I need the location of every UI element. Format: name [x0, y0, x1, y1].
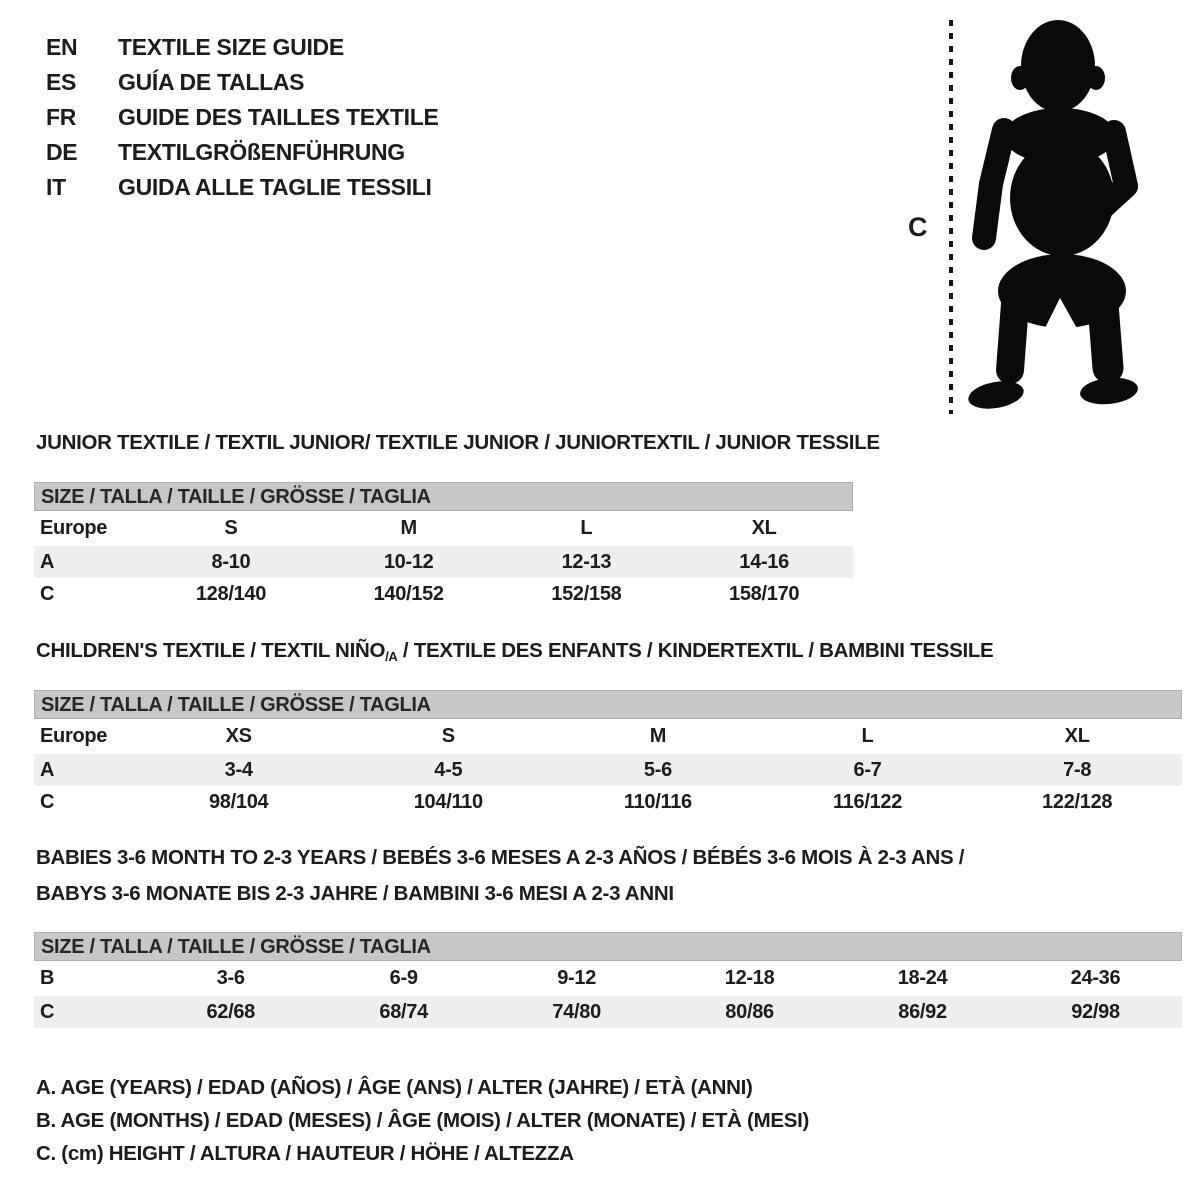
- size-cell: S: [224, 517, 238, 539]
- table-row: [34, 546, 853, 578]
- row-label: A: [40, 550, 55, 573]
- size-cell: 18-24: [897, 967, 948, 989]
- height-measure-label: C: [908, 212, 928, 242]
- toddler-silhouette-icon: [966, 20, 1139, 413]
- language-code: FR: [46, 104, 77, 130]
- junior-size-table: [34, 482, 853, 610]
- size-cell: 12-18: [724, 967, 775, 989]
- language-code: EN: [46, 34, 78, 60]
- legend-line-b: B. AGE (MONTHS) / EDAD (MESES) / ÂGE (MOIS) / ALTER (MONATE) / ETÀ (MESI): [36, 1109, 810, 1132]
- language-guide-title: GUIDE DES TAILLES TEXTILE: [118, 104, 439, 130]
- row-label: B: [40, 967, 55, 989]
- language-row: [46, 170, 439, 205]
- size-cell: L: [861, 725, 874, 747]
- size-cell: 62/68: [206, 1000, 255, 1023]
- size-cell: 8-10: [211, 550, 251, 573]
- size-cell: 128/140: [195, 582, 267, 605]
- size-cell: 152/158: [551, 582, 622, 605]
- language-guide-list: [46, 30, 439, 205]
- size-cell: 80/86: [725, 1000, 774, 1023]
- junior-table-title: JUNIOR TEXTILE / TEXTIL JUNIOR/ TEXTILE JUNIOR / JUNIORTEXTIL / JUNIOR TESSILE: [36, 431, 880, 454]
- row-label: C: [40, 1000, 55, 1023]
- language-row: [46, 65, 439, 100]
- language-row: [46, 100, 439, 135]
- size-cell: 116/122: [832, 790, 903, 813]
- size-cell: 5-6: [643, 758, 672, 781]
- row-label: C: [40, 790, 55, 813]
- size-cell: 3-4: [224, 758, 253, 781]
- size-cell: M: [400, 517, 417, 539]
- size-cell: 110/116: [623, 790, 692, 813]
- size-cell: 158/170: [729, 582, 800, 605]
- size-cell: 7-8: [1063, 758, 1092, 781]
- size-cell: XS: [225, 725, 252, 747]
- children-title-pre: CHILDREN'S TEXTILE / TEXTIL NIÑO: [36, 639, 386, 662]
- table-row: [34, 786, 1182, 818]
- babies-table-title-line2: BABYS 3-6 MONATE BIS 2-3 JAHRE / BAMBINI 3-6 MESI A 2-3 ANNI: [36, 882, 674, 905]
- children-title-sub: /A: [385, 649, 398, 664]
- size-cell: 68/74: [379, 1000, 428, 1023]
- size-cell: S: [441, 725, 455, 747]
- language-code: ES: [46, 69, 77, 95]
- size-header-bar: SIZE / TALLA / TAILLE / GRÖSSE / TAGLIA: [34, 690, 1182, 719]
- children-size-table: [34, 690, 1182, 818]
- size-cell: M: [649, 725, 667, 747]
- size-cell: 6-7: [853, 758, 882, 781]
- table-row: [34, 961, 1182, 996]
- row-label: C: [40, 582, 55, 605]
- size-cell: 12-13: [561, 550, 612, 573]
- language-row: [46, 30, 439, 65]
- legend-line-c: C. (cm) HEIGHT / ALTURA / HAUTEUR / HÖHE / ALTEZZA: [36, 1142, 574, 1165]
- row-label: Europe: [40, 517, 108, 539]
- row-label: A: [40, 758, 55, 781]
- size-cell: XL: [751, 517, 777, 539]
- language-row: [46, 135, 439, 170]
- table-row: [34, 996, 1182, 1028]
- children-table-title: [36, 639, 993, 664]
- size-cell: 86/92: [898, 1000, 947, 1023]
- size-cell: 14-16: [739, 550, 789, 573]
- size-cell: 104/110: [413, 790, 483, 813]
- size-header-bar: SIZE / TALLA / TAILLE / GRÖSSE / TAGLIA: [34, 932, 1182, 961]
- language-guide-title: TEXTILE SIZE GUIDE: [118, 34, 344, 60]
- size-cell: 98/104: [208, 790, 269, 813]
- babies-size-table: [34, 932, 1182, 1028]
- language-guide-title: TEXTILGRÖßENFÜHRUNG: [118, 139, 405, 165]
- size-cell: 3-6: [216, 967, 245, 989]
- table-row: [34, 578, 853, 610]
- language-code: IT: [46, 174, 66, 200]
- size-header-bar: SIZE / TALLA / TAILLE / GRÖSSE / TAGLIA: [34, 482, 853, 511]
- size-cell: L: [580, 517, 593, 539]
- row-label: Europe: [40, 725, 108, 747]
- language-guide-title: GUIDA ALLE TAGLIE TESSILI: [118, 174, 432, 200]
- table-row: [34, 511, 853, 546]
- size-cell: 9-12: [557, 967, 597, 989]
- size-cell: 122/128: [1042, 790, 1113, 813]
- size-cell: 24-36: [1070, 967, 1121, 989]
- size-cell: 10-12: [383, 550, 434, 573]
- children-title-post: / TEXTILE DES ENFANTS / KINDERTEXTIL / BAMBINI TESSILE: [397, 639, 994, 662]
- size-cell: 4-5: [434, 758, 463, 781]
- size-cell: 92/98: [1071, 1000, 1120, 1023]
- size-cell: 6-9: [389, 967, 418, 989]
- table-row: [34, 754, 1182, 786]
- size-cell: XL: [1064, 725, 1090, 747]
- language-guide-title: GUÍA DE TALLAS: [118, 69, 305, 95]
- table-row: [34, 719, 1182, 754]
- language-code: DE: [46, 139, 78, 165]
- toddler-figure: [900, 14, 1145, 418]
- legend: [36, 1071, 809, 1170]
- babies-table-title-line1: BABIES 3-6 MONTH TO 2-3 YEARS / BEBÉS 3-6 MESES A 2-3 AÑOS / BÉBÉS 3-6 MOIS À 2-3 ANS /: [36, 846, 965, 869]
- size-cell: 74/80: [552, 1000, 601, 1023]
- legend-line-a: A. AGE (YEARS) / EDAD (AÑOS) / ÂGE (ANS) / ALTER (JAHRE) / ETÀ (ANNI): [36, 1076, 753, 1099]
- size-cell: 140/152: [373, 582, 444, 605]
